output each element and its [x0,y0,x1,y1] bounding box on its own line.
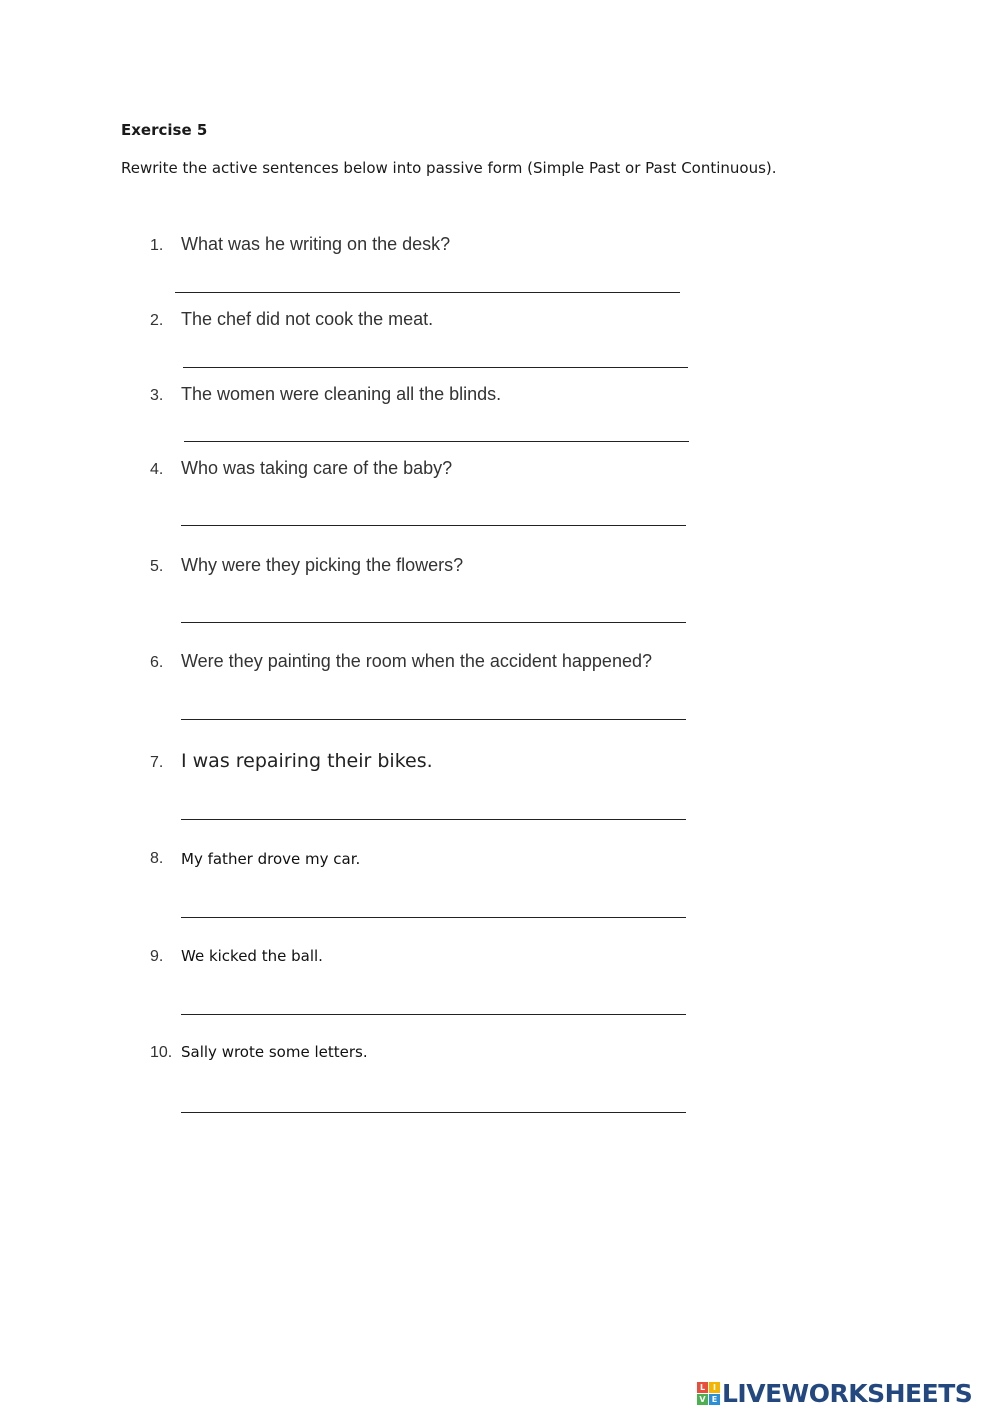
answer-input[interactable] [175,268,680,293]
question-text: My father drove my car. [181,850,361,868]
logo-text: LIVEWORKSHEETS [722,1378,973,1408]
question-text: Why were they picking the flowers? [181,555,464,575]
question-item [0,458,1000,482]
question-text: The women were cleaning all the blinds. [181,384,502,404]
logo-block-i: I [709,1382,720,1393]
answer-input[interactable] [181,598,686,623]
question-number: 9. [150,948,164,965]
question-number: 2. [150,312,164,329]
question-item [0,384,1000,408]
liveworksheets-logo [697,1378,972,1408]
answer-input[interactable] [181,501,686,526]
question-number: 1. [150,237,164,254]
question-number: 4. [150,461,164,478]
question-text: The chef did not cook the meat. [181,309,434,329]
question-number: 10. [150,1044,173,1061]
question-number: 6. [150,654,164,671]
question-item [0,234,1000,258]
question-number: 8. [150,850,164,867]
question-text: Who was taking care of the baby? [181,458,453,478]
logo-block-l: L [697,1382,708,1393]
answer-input[interactable] [181,1088,686,1113]
answer-input[interactable] [183,343,688,368]
answer-input[interactable] [181,795,686,820]
exercise-title: Exercise 5 [121,121,208,139]
answer-input[interactable] [184,417,689,442]
question-item [0,309,1000,333]
question-text: Were they painting the room when the accident happened? [181,651,652,671]
question-item [0,651,1000,675]
question-text: I was repairing their bikes. [181,750,433,772]
question-number: 3. [150,387,164,404]
logo-mark [697,1382,720,1405]
question-item [0,849,1000,873]
question-number: 7. [150,754,164,771]
logo-block-v: V [697,1394,708,1405]
answer-input[interactable] [181,893,686,918]
question-text: Sally wrote some letters. [181,1043,368,1061]
question-text: We kicked the ball. [181,947,323,965]
logo-block-e: E [709,1394,720,1405]
question-item [0,555,1000,579]
exercise-instructions: Rewrite the active sentences below into passive form (Simple Past or Past Continuous). [121,159,777,177]
answer-input[interactable] [181,990,686,1015]
answer-input[interactable] [181,695,686,720]
question-item [0,750,1000,774]
question-item [0,947,1000,971]
question-number: 5. [150,558,164,575]
question-text: What was he writing on the desk? [181,234,451,254]
question-item [0,1043,1000,1067]
